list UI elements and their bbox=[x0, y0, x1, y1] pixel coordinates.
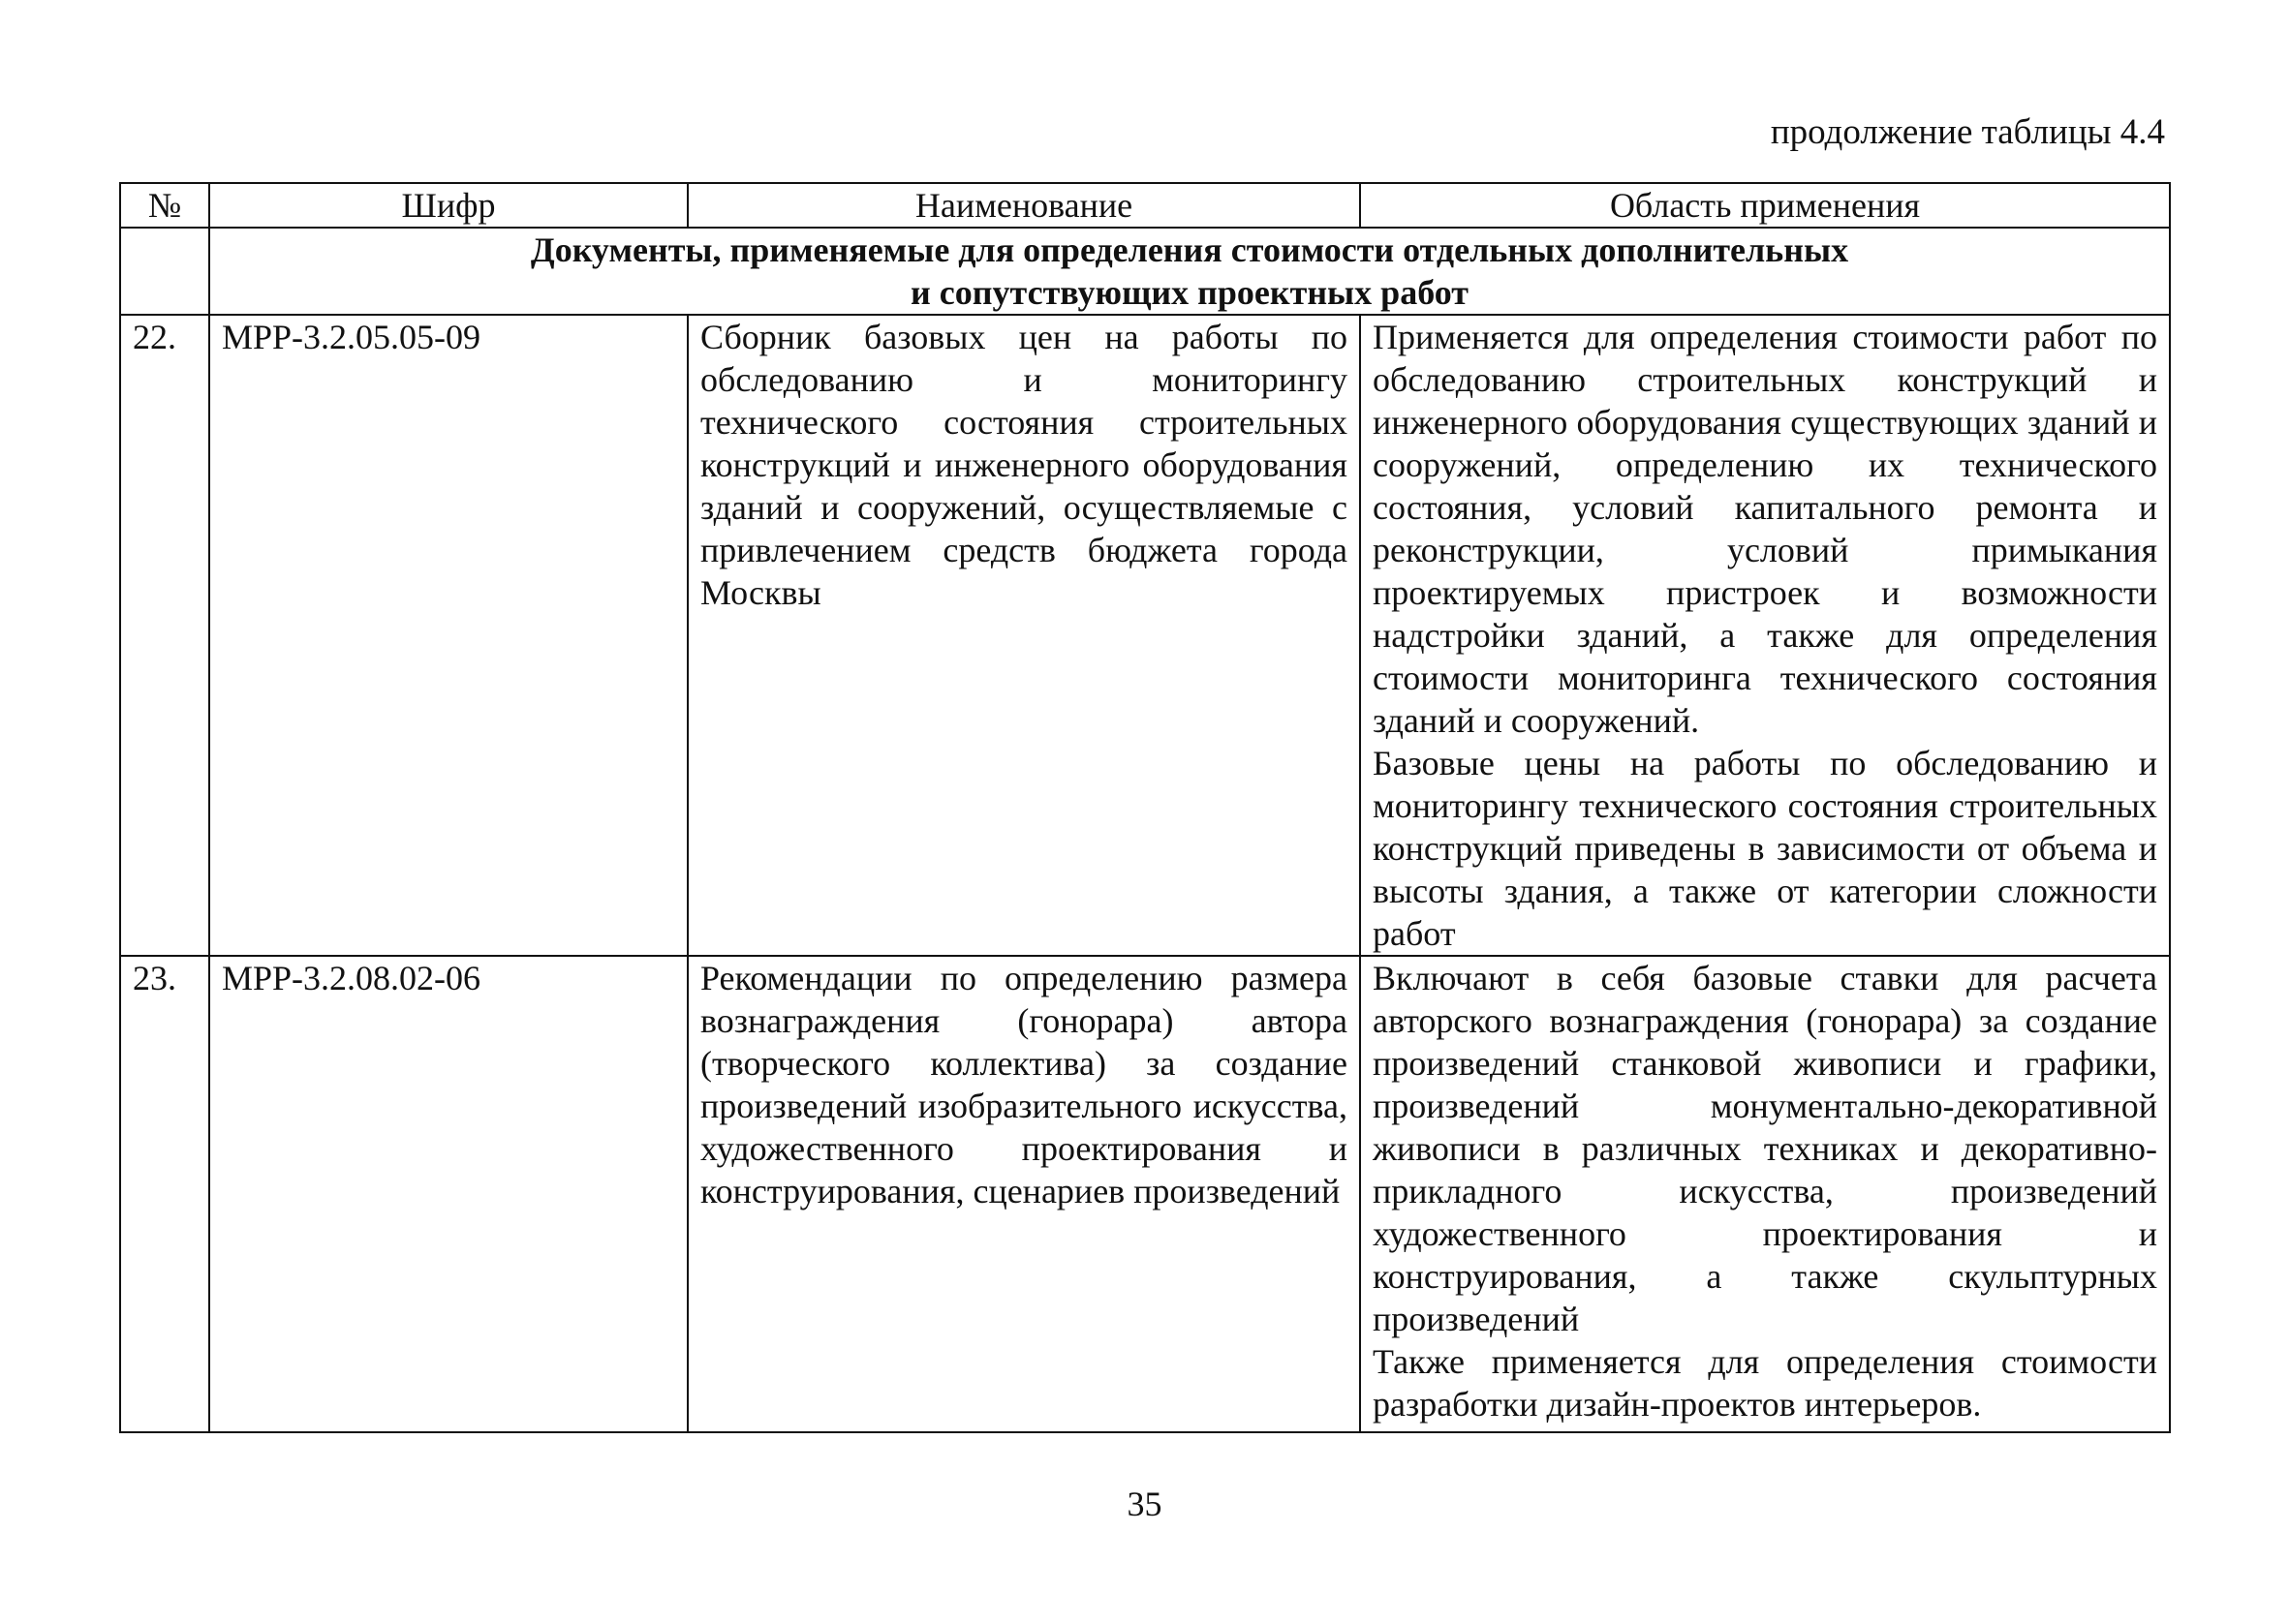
row-scope-paragraph: Также применяется для определения стоимости разработки дизайн-проектов интерьеров. bbox=[1373, 1342, 2157, 1424]
section-empty-cell bbox=[120, 228, 209, 315]
section-title bbox=[209, 228, 2170, 315]
row-scope-paragraph: Включают в себя базовые ставки для расчета авторского вознаграждения (гонорара) за создание произведений станковой живописи и графики, произведений монументально-декоративной живописи в различных техниках и декоративно-прикладного искусства, произведений художественного проектирования и конструирования, а также скульптурных произведений bbox=[1373, 959, 2157, 1338]
table-row bbox=[120, 956, 2170, 1432]
section-title-line-1: Документы, применяемые для определения стоимости отдельных дополнительных bbox=[530, 230, 1849, 269]
row-name: Рекомендации по определению размера вознаграждения (гонорара) автора (творческого коллектива) за создание произведений изобразительного искусства, художественного проектирования и конструирования, сценариев произведений bbox=[688, 956, 1360, 1432]
header-scope: Область применения bbox=[1360, 183, 2170, 228]
row-code: МРР-3.2.08.02-06 bbox=[209, 956, 688, 1432]
header-name: Наименование bbox=[688, 183, 1360, 228]
header-code: Шифр bbox=[209, 183, 688, 228]
documents-table bbox=[119, 182, 2171, 1433]
row-scope-paragraph: Базовые цены на работы по обследованию и мониторингу технического состояния строительных конструкций приведены в зависимости от объема и высоты здания, а также от категории сложности работ bbox=[1373, 744, 2157, 953]
row-number: 22. bbox=[120, 315, 209, 956]
row-name: Сборник базовых цен на работы по обследованию и мониторингу технического состояния строительных конструкций и инженерного оборудования зданий и сооружений, осуществляемые с привлечением средств бюджета города Москвы bbox=[688, 315, 1360, 956]
row-scope bbox=[1360, 956, 2170, 1432]
page-number: 35 bbox=[1127, 1485, 1162, 1523]
header-num: № bbox=[120, 183, 209, 228]
table-header-row bbox=[120, 183, 2170, 228]
table-continuation-label: продолжение таблицы 4.4 bbox=[1770, 112, 2165, 152]
row-scope bbox=[1360, 315, 2170, 956]
row-number: 23. bbox=[120, 956, 209, 1432]
row-code: МРР-3.2.05.05-09 bbox=[209, 315, 688, 956]
row-scope-paragraph: Применяется для определения стоимости работ по обследованию строительных конструкций и инженерного оборудования существующих зданий и сооружений, определению их технического состояния, условий капитального ремонта и реконструкции, условий примыкания проектируемых пристроек и возможности надстройки зданий, а также для определения стоимости мониторинга технического состояния зданий и сооружений. bbox=[1373, 318, 2157, 740]
section-title-line-2: и сопутствующих проектных работ bbox=[911, 273, 1469, 312]
section-row bbox=[120, 228, 2170, 315]
table-row bbox=[120, 315, 2170, 956]
